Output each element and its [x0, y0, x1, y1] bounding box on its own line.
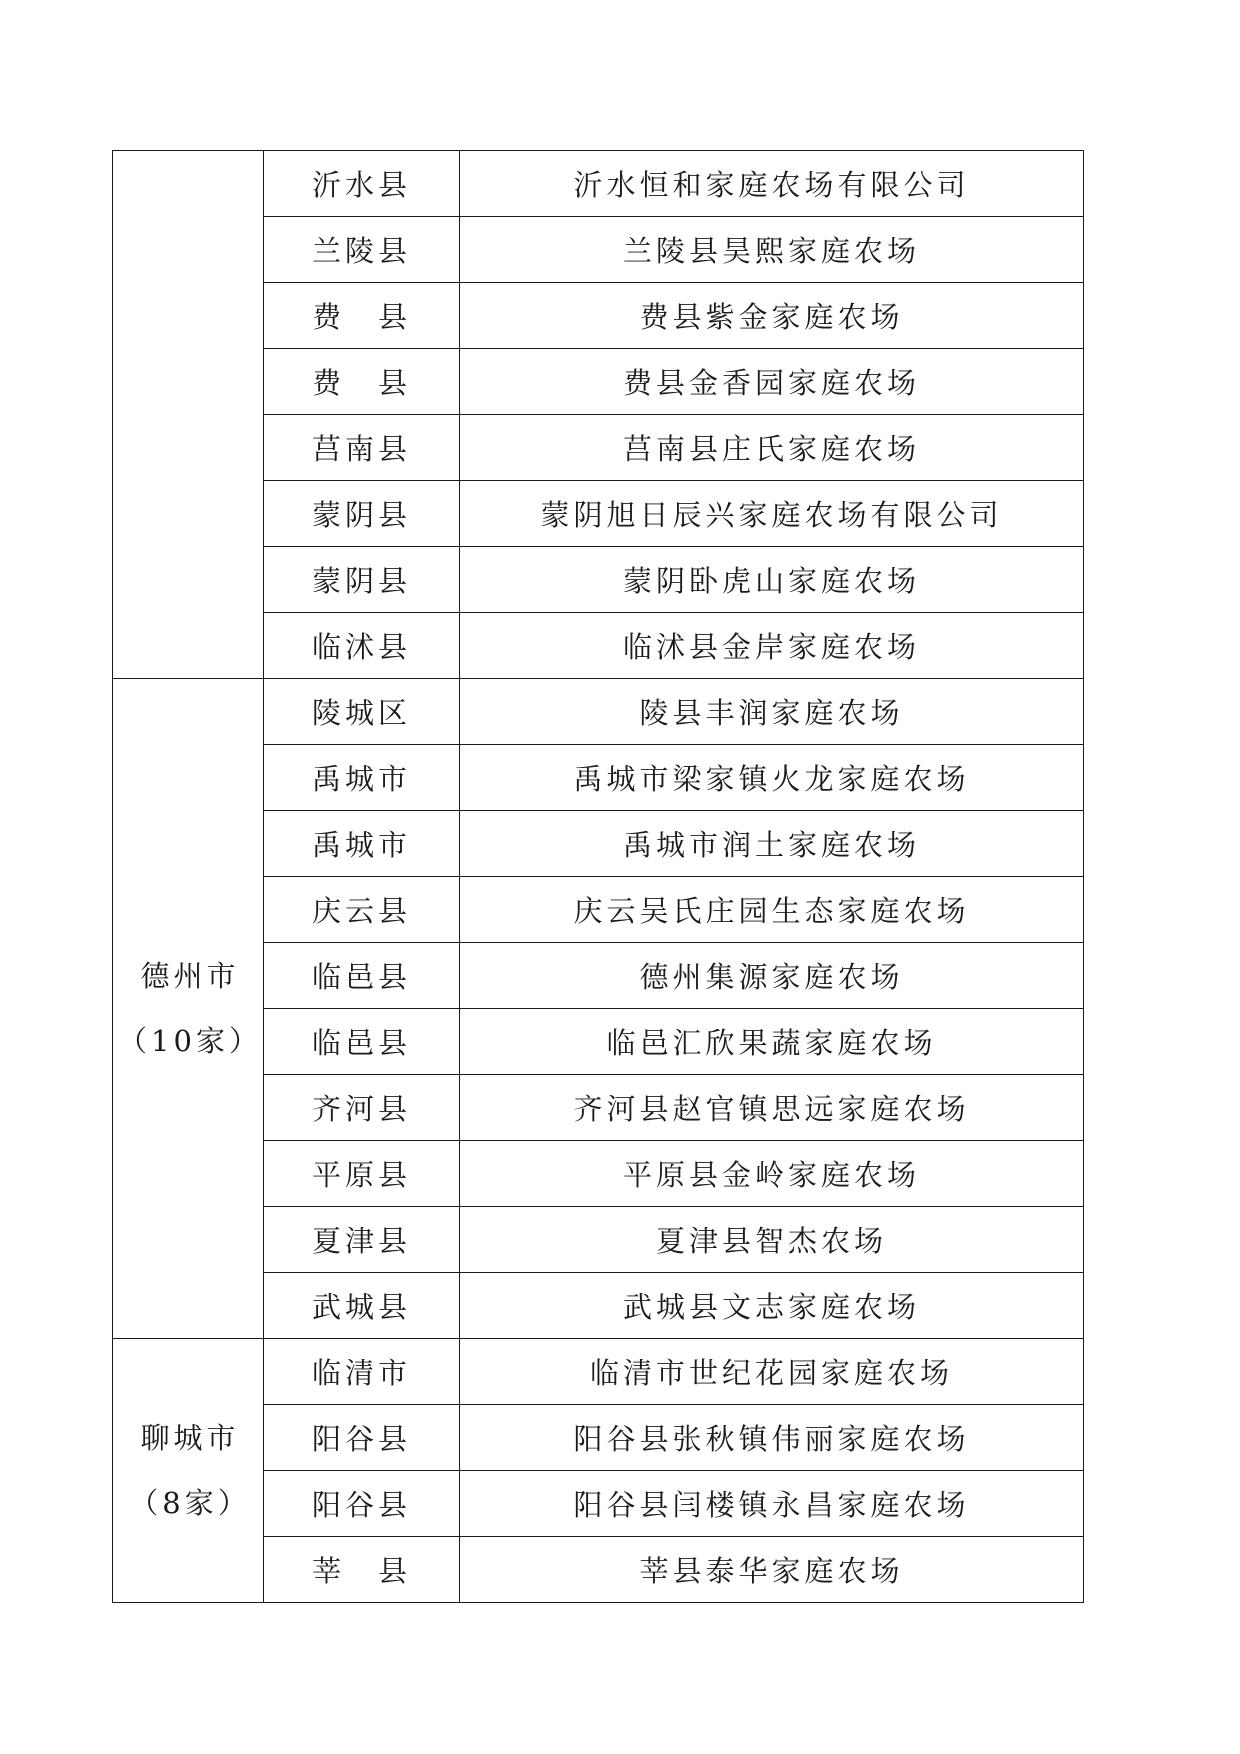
- county-cell: 蒙阴县: [264, 481, 460, 547]
- county-cell: 禹城市: [264, 745, 460, 811]
- farm-name-cell: 德州集源家庭农场: [460, 943, 1084, 1009]
- table-row: [113, 151, 1084, 217]
- farm-name-cell: 莘县泰华家庭农场: [460, 1537, 1084, 1603]
- farm-name-cell: 阳谷县张秋镇伟丽家庭农场: [460, 1405, 1084, 1471]
- farm-name-cell: 莒南县庄氏家庭农场: [460, 415, 1084, 481]
- city-name: 德州市: [140, 958, 240, 993]
- table-row: [113, 1339, 1084, 1405]
- farm-name-cell: 兰陵县昊熙家庭农场: [460, 217, 1084, 283]
- county-cell: 陵城区: [264, 679, 460, 745]
- county-cell: 禹城市: [264, 811, 460, 877]
- county-cell: 沂水县: [264, 151, 460, 217]
- farm-name-cell: 临沭县金岸家庭农场: [460, 613, 1084, 679]
- farm-name-cell: 临邑汇欣果蔬家庭农场: [460, 1009, 1084, 1075]
- county-cell: 庆云县: [264, 877, 460, 943]
- farm-name-cell: 沂水恒和家庭农场有限公司: [460, 151, 1084, 217]
- farm-name-cell: 蒙阴旭日辰兴家庭农场有限公司: [460, 481, 1084, 547]
- farm-name-cell: 平原县金岭家庭农场: [460, 1141, 1084, 1207]
- city-cell: [113, 151, 264, 679]
- farm-name-cell: 临清市世纪花园家庭农场: [460, 1339, 1084, 1405]
- city-cell: [113, 1339, 264, 1603]
- city-cell: [113, 679, 264, 1339]
- county-cell: 临沭县: [264, 613, 460, 679]
- farm-name-cell: 齐河县赵官镇思远家庭农场: [460, 1075, 1084, 1141]
- county-cell: 平原县: [264, 1141, 460, 1207]
- farm-name-cell: 阳谷县闫楼镇永昌家庭农场: [460, 1471, 1084, 1537]
- city-farm-count: （10家）: [118, 1023, 262, 1058]
- county-cell: 夏津县: [264, 1207, 460, 1273]
- city-name: 聊城市: [140, 1420, 240, 1455]
- county-cell: 阳谷县: [264, 1471, 460, 1537]
- county-cell: 临邑县: [264, 943, 460, 1009]
- farm-name-cell: 禹城市润土家庭农场: [460, 811, 1084, 877]
- city-farm-count: （8家）: [129, 1485, 251, 1520]
- county-cell: 临清市: [264, 1339, 460, 1405]
- county-cell: 兰陵县: [264, 217, 460, 283]
- county-cell: 费 县: [264, 283, 460, 349]
- table-row: [113, 679, 1084, 745]
- family-farm-table: [112, 150, 1084, 1603]
- table-body: [113, 151, 1084, 1603]
- farm-name-cell: 蒙阴卧虎山家庭农场: [460, 547, 1084, 613]
- farm-name-cell: 陵县丰润家庭农场: [460, 679, 1084, 745]
- farm-name-cell: 禹城市梁家镇火龙家庭农场: [460, 745, 1084, 811]
- farm-name-cell: 费县紫金家庭农场: [460, 283, 1084, 349]
- county-cell: 齐河县: [264, 1075, 460, 1141]
- county-cell: 莒南县: [264, 415, 460, 481]
- county-cell: 临邑县: [264, 1009, 460, 1075]
- county-cell: 阳谷县: [264, 1405, 460, 1471]
- county-cell: 蒙阴县: [264, 547, 460, 613]
- farm-name-cell: 费县金香园家庭农场: [460, 349, 1084, 415]
- farm-name-cell: 庆云吴氏庄园生态家庭农场: [460, 877, 1084, 943]
- county-cell: 武城县: [264, 1273, 460, 1339]
- county-cell: 费 县: [264, 349, 460, 415]
- farm-name-cell: 武城县文志家庭农场: [460, 1273, 1084, 1339]
- county-cell: 莘 县: [264, 1537, 460, 1603]
- farm-name-cell: 夏津县智杰农场: [460, 1207, 1084, 1273]
